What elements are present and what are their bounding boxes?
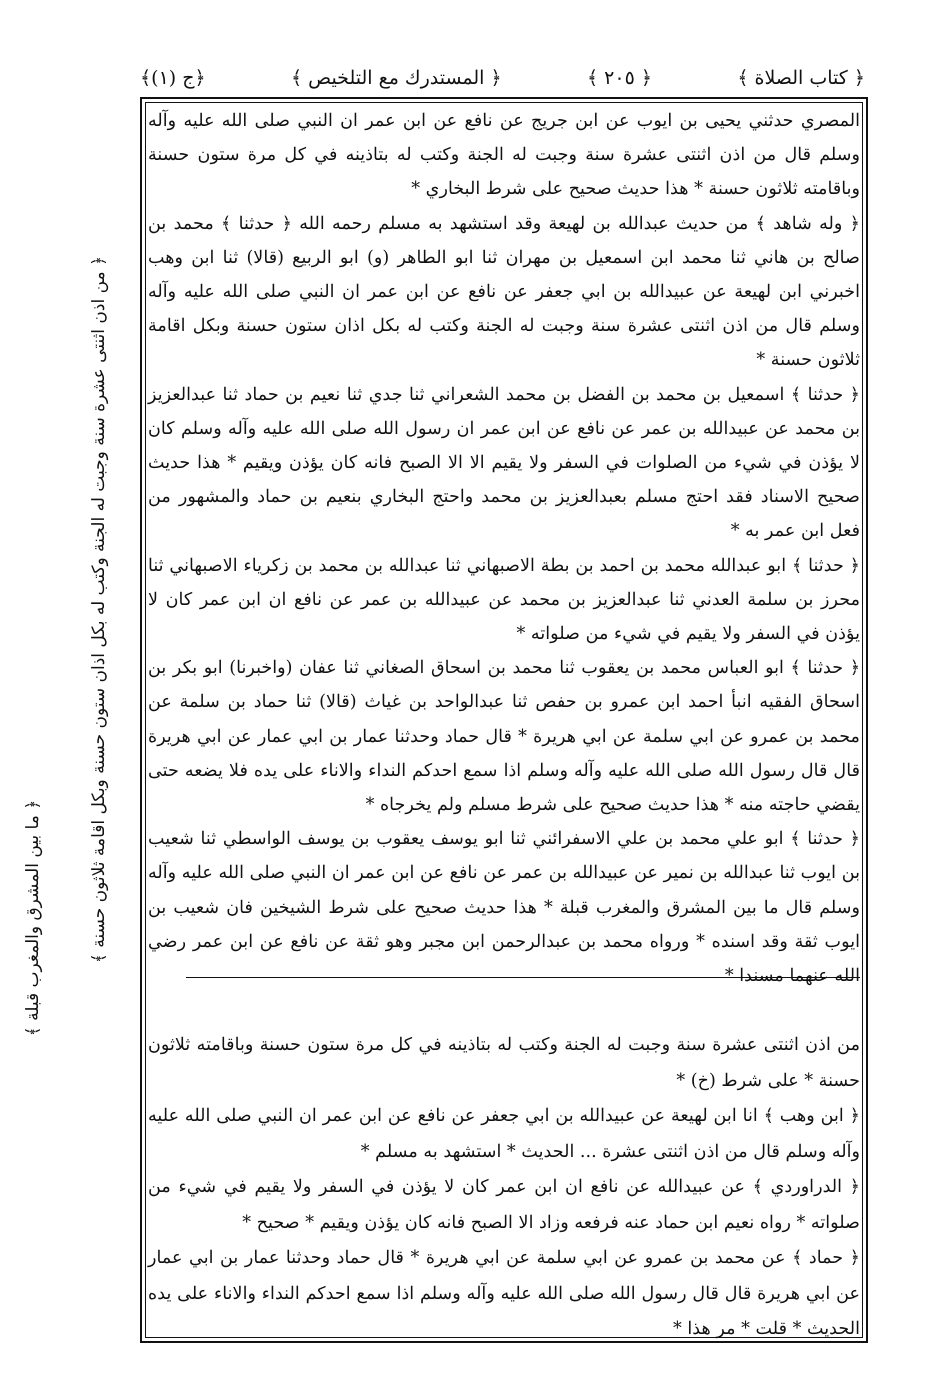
summary-paragraph: من اذن اثنتى عشرة سنة وجبت له الجنة وكتب له بتاذينه في كل مرة ستون حسنة وباقامته ثلاثون حسنة * على شرط (خ) * [148,1035,860,1091]
hadith-paragraph: ﴿ حدثنا ﴾ ابو علي محمد بن علي الاسفرائني ثنا ابو يوسف يعقوب بن يوسف الواسطي ثنا شعيب بن ايوب ثنا عبدالله بن نمير عن عبيدالله بن عمر عن نافع عن ابن عمر ان النبي صلى الله عليه وآله وسلم قال ما بين المشرق والمغرب قبلة * هذا حديث صحيح على شرط الشيخين فان شعيب بن ايوب ثقة وقد اسنده * ورواه محمد بن عبدالرحمن ابن مجبر وهو ثقة عن نافع عن ابن عمر رضي الله عنهما مسندا * [148,829,860,987]
hadith-paragraph: المصري حدثني يحيى بن ايوب عن ابن جريج عن نافع عن ابن عمر ان النبي صلى الله عليه وآله وسلم قال من اذن اثنتى عشرة سنة وجبت له الجنة وكتب له بتاذينه في كل مرة ستون حسنة وباقامته ثلاثون حسنة * هذا حديث صحيح على شرط البخاري * [148,111,860,200]
hadith-paragraph: ﴿ حدثنا ﴾ اسمعيل بن محمد بن الفضل بن محمد الشعراني ثنا جدي ثنا نعيم بن حماد ثنا عبدالعزيز بن محمد عن عبيدالله بن عمر عن نافع عن ابن عمر ان رسول الله صلى الله عليه وآله وسلم كان لا يؤذن في شيء من الصلوات في السفر ولا يقيم الا الا الصبح فانه كان يؤذن ويقيم * هذا حديث صحيح الاسناد فقد احتج مسلم بعبدالعزيز بن محمد واحتج البخاري بنعيم بن حماد والمشهور من فعل ابن عمر به * [148,384,860,542]
hadith-paragraph: ﴿ حدثنا ﴾ ابو العباس محمد بن يعقوب ثنا محمد بن اسحاق الصغاني ثنا عفان (واخبرنا) ابو بكر بن اسحاق الفقيه انبأ احمد ابن عمرو بن حفص ثنا عبدالواحد بن غياث (قالا) ثنا حماد بن سلمة عن محمد بن عمرو عن ابي سلمة عن ابي هريرة * قال حماد وحدثنا عمار بن ابي عمار عن ابي هريرة قال قال رسول الله صلى الله عليه وآله وسلم اذا سمع احدكم النداء والاناء على يده فلا يضعه حتى يقضي حاجته منه * هذا حديث صحيح على شرط مسلم ولم يخرجاه * [148,658,860,816]
summary-paragraph: ﴿ حماد ﴾ عن محمد بن عمرو عن ابي سلمة عن ابي هريرة * قال حماد وحدثنا عمار بن ابي عمار عن ابي هريرة قال قال رسول الله صلى الله عليه وآله وسلم اذا سمع احدكم النداء والاناء على يده الحديث * قلت * مر هذا * [148,1248,860,1339]
book-title: ﴿ المستدرك مع التلخيص ﴾ [291,67,502,89]
summary-paragraph: ﴿ ابن وهب ﴾ انا ابن لهيعة عن عبيدالله بن ابي جعفر عن نافع عن ابن عمر ان النبي صلى الله عليه وآله وسلم قال من اذن اثنتى عشرة ... الحديث * استشهد به مسلم * [148,1106,860,1162]
summary-text [148,1028,860,1339]
section-title: ﴿ كتاب الصلاة ﴾ [737,67,865,89]
main-text [148,104,860,987]
section-divider [186,977,860,978]
page-number: ﴿ ٢٠٥ ﴾ [586,67,652,89]
hadith-paragraph: ﴿ وله شاهد ﴾ من حديث عبدالله بن لهيعة وقد استشهد به مسلم رحمه الله ﴿ حدثنا ﴾ محمد بن صالح بن هاني ثنا محمد ابن اسمعيل بن مهران ثنا ابو الطاهر (و) ابو الربيع (قالا) ثنا ابن وهب اخبرني ابن لهيعة عن عبيدالله بن ابي جعفر عن نافع عن ابن عمر ان النبي صلى الله عليه وآله وسلم قال من اذن اثنتى عشرة سنة وجبت له الجنة وكتب له بكل اذان ستون حسنة وبكل اقامة ثلاثون حسنة * [148,213,860,371]
hadith-paragraph: ﴿ حدثنا ﴾ ابو عبدالله محمد بن احمد بن بطة الاصبهاني ثنا عبدالله بن محمد بن زكرياء الاصبهاني ثنا محرز بن سلمة العدني ثنا عبدالعزيز بن محمد عن عبيدالله بن عمر عن نافع ان ابن عمر كان لا يؤذن في السفر ولا يقيم في شيء من صلواته * [148,555,860,645]
page-header [140,58,865,98]
summary-paragraph: ﴿ الدراوردي ﴾ عن عبيدالله عن نافع ان ابن عمر كان لا يؤذن في السفر ولا يقيم في شيء من صلواته * رواه نعيم ابن حماد عنه فرفعه وزاد الا الصبح فانه كان يؤذن ويقيم * صحيح * [148,1177,860,1233]
volume-number: ﴿ج (١)﴾ [140,67,206,89]
margin-note-qibla: ﴿ ما بين المشرق والمغرب قبلة ﴾ [23,799,43,1037]
margin-note-adhan: ﴿ من اذن اثنتى عشرة سنة وجبت له الجنة وكتب له بكل اذان ستون حسنة وبكل اقامة ثلاثون حسنة ﴾ [89,256,109,964]
